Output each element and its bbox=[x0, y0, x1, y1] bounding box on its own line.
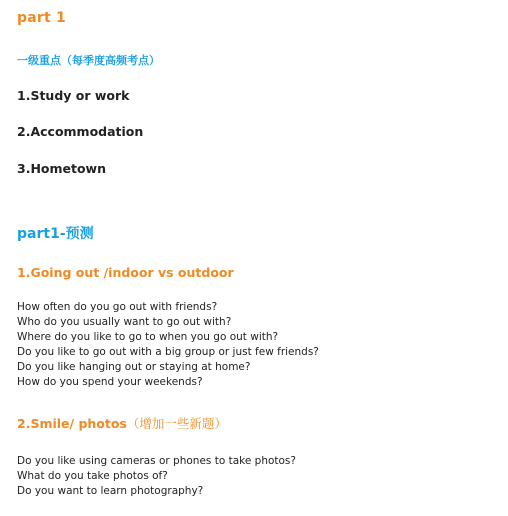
question-item: Do you like to go out with a big group or just few friends? bbox=[17, 346, 319, 358]
part1-title: part 1 bbox=[17, 10, 66, 26]
section1-question-list bbox=[17, 300, 319, 390]
question-item: Do you want to learn photography? bbox=[17, 485, 204, 497]
forecast-heading bbox=[17, 223, 94, 243]
core-topic-hometown: 3.Hometown bbox=[17, 161, 107, 176]
core-topic-study-or-work: 1.Study or work bbox=[17, 88, 130, 103]
section1-title: 1.Going out /indoor vs outdoor bbox=[17, 265, 234, 280]
section2-question-list bbox=[17, 454, 296, 499]
question-item: Where do you like to go to when you go out with? bbox=[17, 331, 279, 343]
level1-heading: 一级重点（每季度高频考点） bbox=[17, 54, 160, 67]
section2-title: 2.Smile/ photos bbox=[17, 416, 127, 431]
core-topic-accommodation: 2.Accommodation bbox=[17, 124, 144, 139]
question-item: How often do you go out with friends? bbox=[17, 301, 218, 313]
question-item: What do you take photos of? bbox=[17, 470, 168, 482]
question-item: Do you like using cameras or phones to take photos? bbox=[17, 455, 296, 467]
question-item: How do you spend your weekends? bbox=[17, 376, 203, 388]
question-item: Do you like hanging out or staying at home? bbox=[17, 361, 251, 373]
section2-title-note: （增加一些新题） bbox=[126, 416, 227, 431]
forecast-heading-prefix: part1- bbox=[17, 226, 66, 242]
forecast-heading-suffix: 预测 bbox=[65, 226, 94, 242]
question-item: Who do you usually want to go out with? bbox=[17, 316, 232, 328]
section2-heading bbox=[17, 414, 227, 432]
